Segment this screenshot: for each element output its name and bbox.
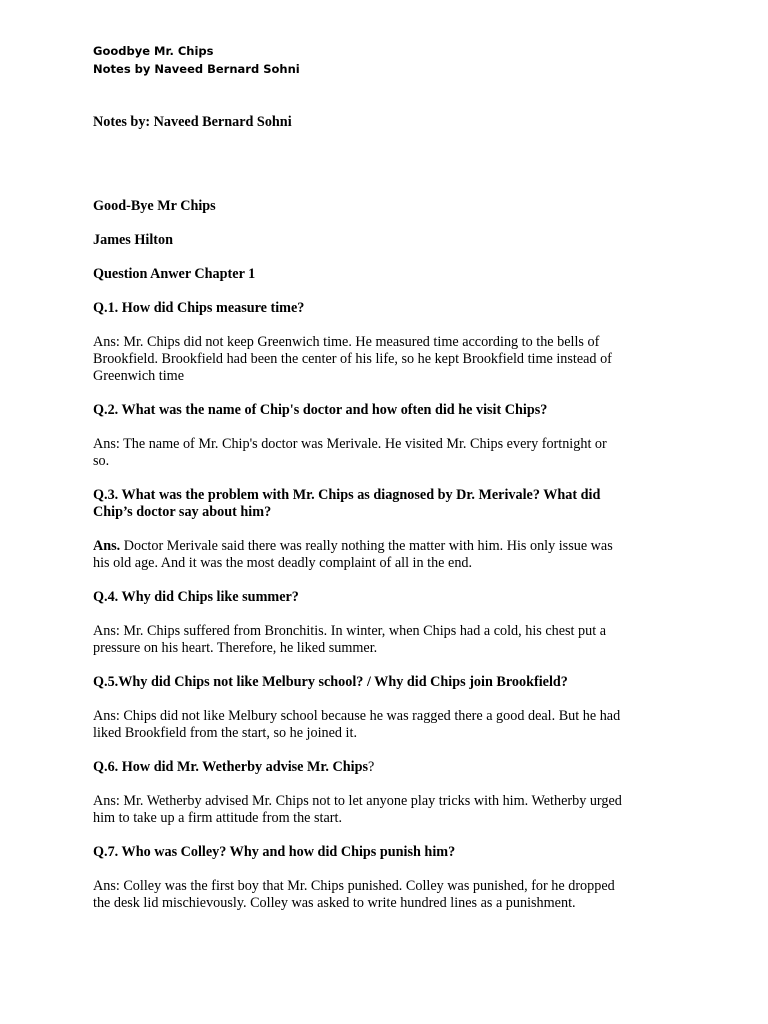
answer-line bbox=[93, 538, 683, 555]
question-4: Q.4. Why did Chips like summer? bbox=[93, 589, 299, 605]
answer-line: Ans: Mr. Chips did not keep Greenwich time. He measured time according to the bells of bbox=[93, 334, 600, 350]
answer-7 bbox=[93, 878, 683, 912]
header-author: Notes by Naveed Bernard Sohni bbox=[93, 62, 300, 76]
answer-line: pressure on his heart. Therefore, he liked summer. bbox=[93, 640, 378, 656]
question-7: Q.7. Who was Colley? Why and how did Chips punish him? bbox=[93, 844, 456, 860]
answer-line: Ans: Colley was the first boy that Mr. Chips punished. Colley was punished, for he dropped bbox=[93, 878, 615, 894]
answer-4 bbox=[93, 623, 683, 657]
answer-text: Doctor Merivale said there was really nothing the matter with him. His only issue was bbox=[120, 538, 613, 554]
answer-2 bbox=[93, 436, 683, 470]
answer-line: liked Brookfield from the start, so he joined it. bbox=[93, 725, 357, 741]
answer-6 bbox=[93, 793, 683, 827]
answer-line: so. bbox=[93, 453, 110, 469]
section-title: Question Anwer Chapter 1 bbox=[93, 266, 256, 282]
question-2: Q.2. What was the name of Chip's doctor and how often did he visit Chips? bbox=[93, 402, 548, 418]
answer-5 bbox=[93, 708, 683, 742]
book-title: Good-Bye Mr Chips bbox=[93, 198, 216, 214]
question-6 bbox=[93, 759, 683, 776]
answer-line: him to take up a firm attitude from the start. bbox=[93, 810, 343, 826]
question-5: Q.5.Why did Chips not like Melbury school? / Why did Chips join Brookfield? bbox=[93, 674, 568, 690]
answer-1 bbox=[93, 334, 683, 385]
question-text: Q.6. How did Mr. Wetherby advise Mr. Chips bbox=[93, 759, 368, 775]
header-title: Goodbye Mr. Chips bbox=[93, 44, 214, 58]
notes-by-heading: Notes by: Naveed Bernard Sohni bbox=[93, 114, 292, 130]
answer-line: Ans: Chips did not like Melbury school because he was ragged there a good deal. But he had bbox=[93, 708, 621, 724]
answer-line: Ans: Mr. Chips suffered from Bronchitis. In winter, when Chips had a cold, his chest put a bbox=[93, 623, 606, 639]
question-line: Q.3. What was the problem with Mr. Chips as diagnosed by Dr. Merivale? What did bbox=[93, 487, 601, 503]
question-mark: ? bbox=[367, 759, 375, 775]
page-header bbox=[93, 42, 683, 78]
book-author: James Hilton bbox=[93, 232, 173, 248]
document-page bbox=[93, 42, 683, 912]
answer-3 bbox=[93, 538, 683, 572]
answer-prefix: Ans. bbox=[93, 538, 121, 554]
answer-line: Ans: Mr. Wetherby advised Mr. Chips not to let anyone play tricks with him. Wetherby urged bbox=[93, 793, 622, 809]
answer-line: Ans: The name of Mr. Chip's doctor was Merivale. He visited Mr. Chips every fortnight or bbox=[93, 436, 607, 452]
question-line: Chip’s doctor say about him? bbox=[93, 504, 272, 520]
answer-line: Brookfield. Brookfield had been the center of his life, so he kept Brookfield time instead of bbox=[93, 351, 612, 367]
question-1: Q.1. How did Chips measure time? bbox=[93, 300, 305, 316]
answer-line: Greenwich time bbox=[93, 368, 184, 384]
answer-line: the desk lid mischievously. Colley was asked to write hundred lines as a punishment. bbox=[93, 895, 576, 911]
answer-line: his old age. And it was the most deadly complaint of all in the end. bbox=[93, 555, 473, 571]
question-3 bbox=[93, 487, 683, 521]
